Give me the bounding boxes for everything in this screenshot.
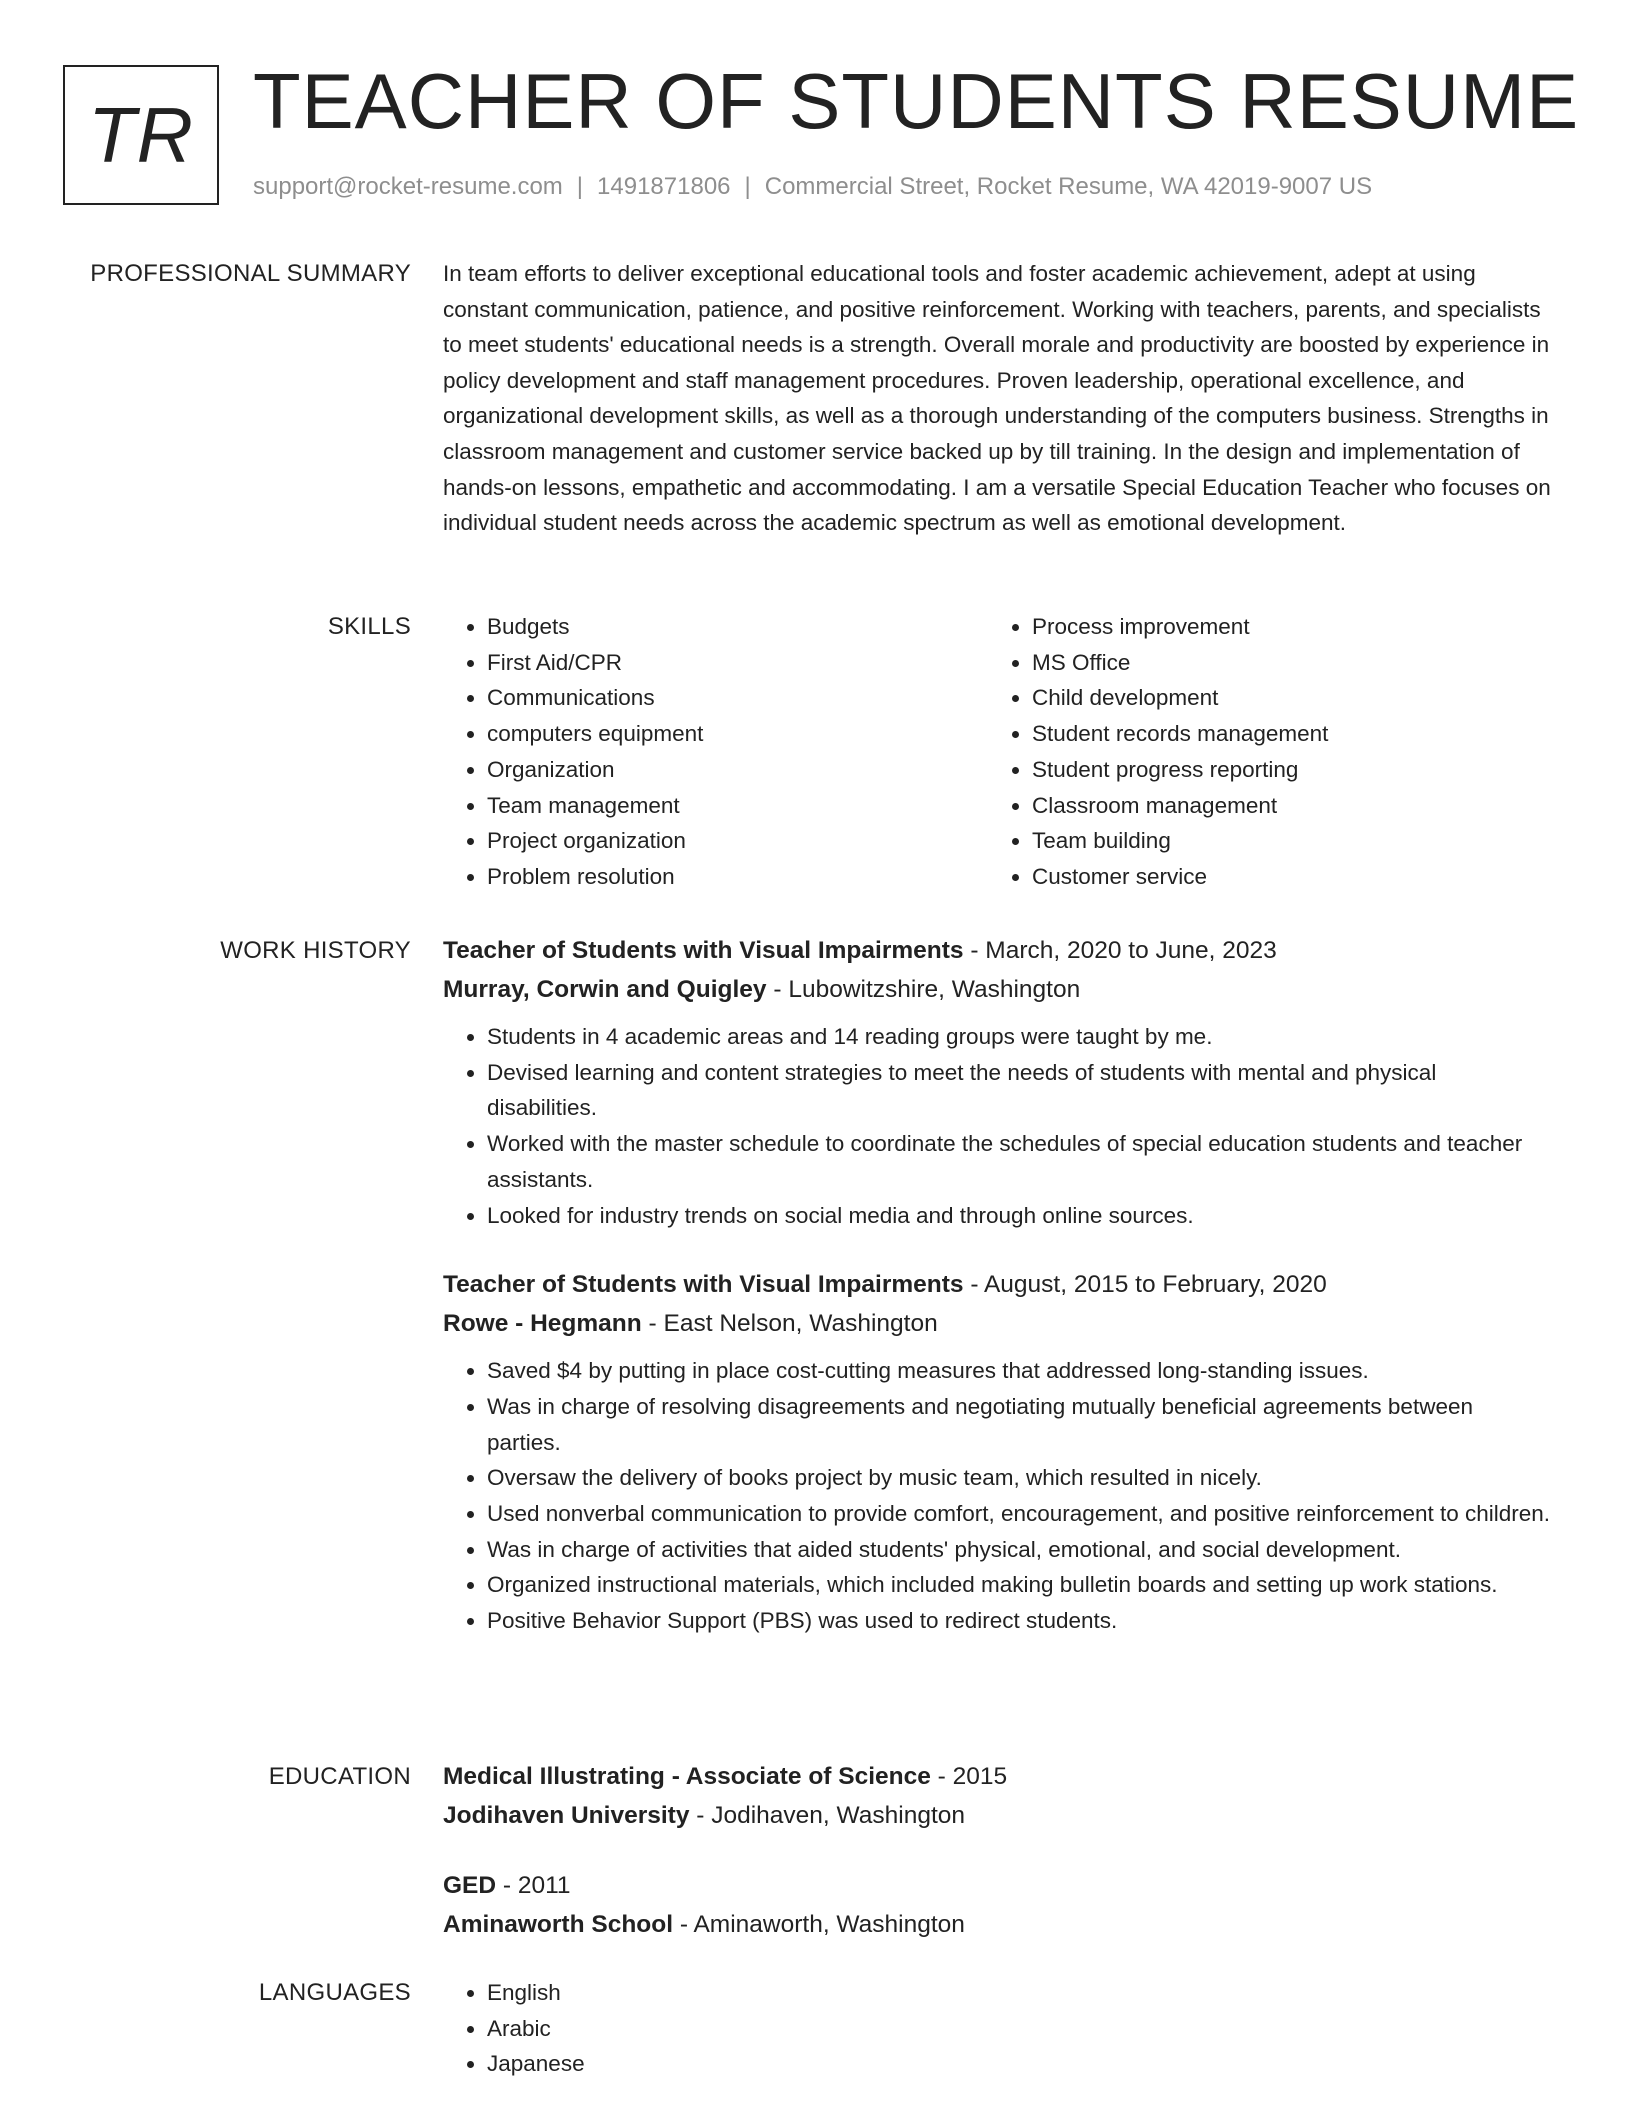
- summary-body: [443, 256, 1551, 541]
- languages-body: [443, 1975, 1551, 2082]
- contact-phone: 1491871806: [597, 173, 731, 200]
- education-degree-line: [443, 1866, 1551, 1905]
- job-company: Rowe - Hegmann: [443, 1310, 642, 1338]
- skills-list-left: [443, 609, 983, 895]
- job-title: Teacher of Students with Visual Impairments: [443, 1271, 964, 1299]
- education-location: - Jodihaven, Washington: [689, 1802, 966, 1829]
- job-duty: • Positive Behavior Support (PBS) was used to redirect students.: [487, 1603, 1551, 1639]
- skill-item: • Organization: [487, 752, 983, 788]
- skill-item: • Budgets: [487, 609, 983, 645]
- skill-item: • Process improvement: [1032, 609, 1528, 645]
- job-duties-list: [443, 1353, 1551, 1639]
- job-duty: • Worked with the master schedule to coordinate the schedules of special education students and teacher assistants.: [487, 1126, 1551, 1197]
- section-label-work-history: WORK HISTORY: [220, 937, 411, 964]
- education-school-line: [443, 1796, 1551, 1835]
- education-degree-line: [443, 1757, 1551, 1796]
- job-duty: • Devised learning and content strategies to meet the needs of students with mental and physical disabilities.: [487, 1055, 1551, 1126]
- education-school: Jodihaven University: [443, 1802, 690, 1829]
- education-entry: [443, 1866, 1551, 1944]
- job-location: - East Nelson, Washington: [641, 1310, 938, 1338]
- language-item: • Arabic: [487, 2011, 1551, 2047]
- summary-text: In team efforts to deliver exceptional educational tools and foster academic achievement, adept at using constant communication, patience, and positive reinforcement. Working with teachers, parents, and specialists to meet students' educational needs is a strength. Overall morale and productivity are boosted by experience in policy development and staff management procedures. Proven leadership, operational excellence, and organizational development skills, as well as a thorough understanding of the computers business. Strengths in classroom management and customer service backed up by till training. In the design and implementation of hands-on lessons, empathetic and accommodating. I am a versatile Special Education Teacher who focuses on individual student needs across the academic spectrum as well as emotional development.: [443, 261, 1551, 536]
- section-label-languages: LANGUAGES: [258, 1979, 411, 2006]
- job-title: Teacher of Students with Visual Impairments: [443, 937, 964, 964]
- skills-body: [443, 609, 1551, 899]
- section-label-summary: PROFESSIONAL SUMMARY: [90, 260, 411, 287]
- job-duty: • Was in charge of activities that aided students' physical, emotional, and social development.: [487, 1532, 1551, 1568]
- job-duty: • Was in charge of resolving disagreements and negotiating mutually beneficial agreements between parties.: [487, 1389, 1551, 1460]
- skill-item: • Student records management: [1032, 716, 1528, 752]
- language-item: • English: [487, 1975, 1551, 2011]
- education-entry: [443, 1757, 1551, 1835]
- job-company: Murray, Corwin and Quigley: [443, 976, 767, 1003]
- skills-column-right: [988, 609, 1528, 895]
- job-duty: • Looked for industry trends on social media and through online sources.: [487, 1198, 1551, 1234]
- skill-item: • Team management: [487, 788, 983, 824]
- education-location: - Aminaworth, Washington: [673, 1911, 965, 1938]
- skill-item: • MS Office: [1032, 645, 1528, 681]
- skill-item: • computers equipment: [487, 716, 983, 752]
- contact-line: [253, 173, 1372, 201]
- job-entry: [443, 1265, 1551, 1639]
- education-year: - 2015: [930, 1763, 1008, 1790]
- job-duty: • Used nonverbal communication to provide comfort, encouragement, and positive reinforcement to children.: [487, 1496, 1551, 1532]
- job-duty: • Organized instructional materials, which included making bulletin boards and setting up work stations.: [487, 1567, 1551, 1603]
- education-body: [443, 1757, 1551, 1975]
- skill-item: • Project organization: [487, 823, 983, 859]
- contact-separator: |: [744, 173, 751, 200]
- section-label-skills: SKILLS: [327, 613, 411, 640]
- resume-title: TEACHER OF STUDENTS RESUME: [253, 57, 1580, 145]
- skill-item: • Communications: [487, 680, 983, 716]
- monogram-logo: [63, 65, 219, 205]
- language-item: • Japanese: [487, 2046, 1551, 2082]
- section-skills: [0, 609, 1632, 899]
- job-entry: [443, 931, 1551, 1233]
- job-duty: • Students in 4 academic areas and 14 reading groups were taught by me.: [487, 1019, 1551, 1055]
- job-location: - Lubowitzshire, Washington: [766, 976, 1081, 1003]
- job-company-line: [443, 970, 1551, 1009]
- section-label-education: EDUCATION: [268, 1763, 411, 1790]
- job-dates: - March, 2020 to June, 2023: [963, 937, 1277, 964]
- skill-item: • First Aid/CPR: [487, 645, 983, 681]
- skill-item: • Classroom management: [1032, 788, 1528, 824]
- skill-item: • Student progress reporting: [1032, 752, 1528, 788]
- contact-separator: |: [576, 173, 584, 200]
- job-company-line: [443, 1304, 1551, 1343]
- job-title-line: [443, 931, 1551, 970]
- skills-column-left: [443, 609, 983, 895]
- contact-address: Commercial Street, Rocket Resume, WA 42019-9007 US: [764, 173, 1373, 200]
- contact-email: support@rocket-resume.com: [253, 173, 563, 200]
- monogram-initials: TR: [88, 90, 194, 179]
- education-school: Aminaworth School: [443, 1911, 674, 1938]
- job-duty: • Oversaw the delivery of books project by music team, which resulted in nicely.: [487, 1460, 1551, 1496]
- job-duties-list: [443, 1019, 1551, 1233]
- education-school-line: [443, 1905, 1551, 1944]
- skill-item: • Problem resolution: [487, 859, 983, 895]
- skill-item: • Child development: [1032, 680, 1528, 716]
- skill-item: • Team building: [1032, 823, 1528, 859]
- job-title-line: [443, 1265, 1551, 1304]
- work-history-body: [443, 931, 1551, 1671]
- education-degree: Medical Illustrating - Associate of Science: [443, 1763, 931, 1790]
- skills-list-right: [988, 609, 1528, 895]
- languages-list: [443, 1975, 1551, 2082]
- skill-item: • Customer service: [1032, 859, 1528, 895]
- job-duty: • Saved $4 by putting in place cost-cutting measures that addressed long-standing issues.: [487, 1353, 1551, 1389]
- education-year: - 2011: [496, 1872, 571, 1899]
- education-degree: GED: [443, 1872, 497, 1899]
- job-dates: - August, 2015 to February, 2020: [963, 1271, 1327, 1299]
